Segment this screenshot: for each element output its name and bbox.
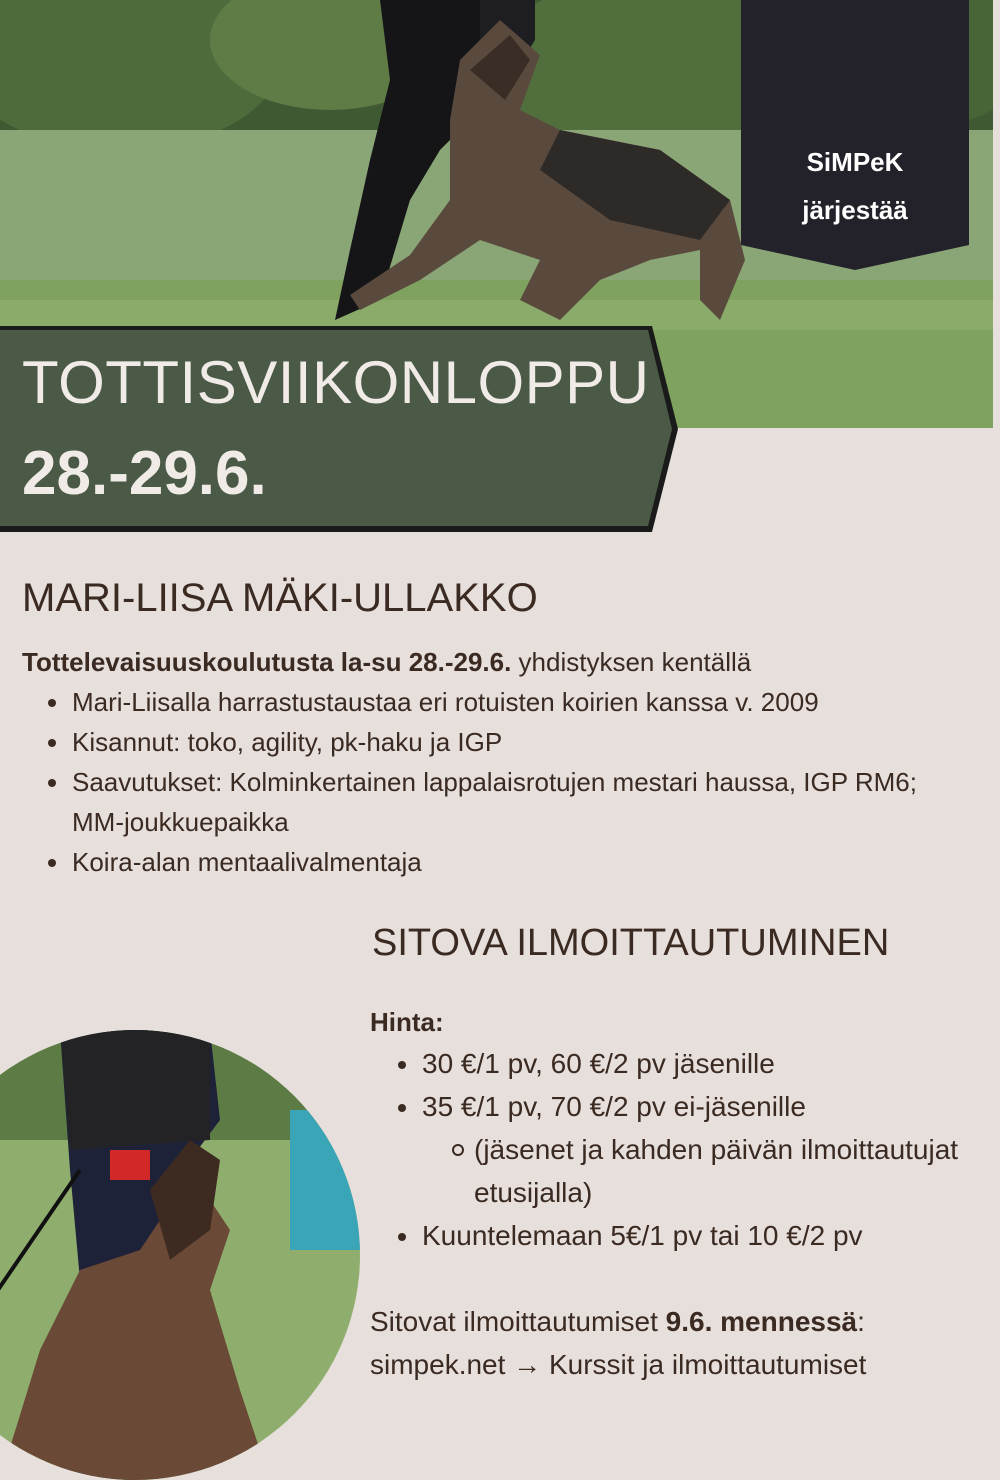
event-date: 28.-29.6. <box>22 439 267 508</box>
registration-heading: SITOVA ILMOITTAUTUMINEN <box>372 922 890 964</box>
badge-line-1: SiMPeK <box>806 147 904 177</box>
event-title: TOTTISVIIKONLOPPU <box>22 349 650 416</box>
price-label: Hinta: <box>370 1007 444 1037</box>
circle-photo-dog-training <box>0 1030 360 1480</box>
price-item-non-members: 35 €/1 pv, 70 €/2 pv ei-jäsenille <box>422 1085 1000 1128</box>
organizer-badge-text <box>741 138 969 234</box>
list-item: Saavutukset: Kolminkertainen lappalaisrotujen mestari haussa, IGP RM6; MM-joukkuepaikka <box>72 762 972 842</box>
deadline-text: Sitovat ilmoittautumiset <box>370 1306 666 1337</box>
list-item: Kisannut: toko, agility, pk-haku ja IGP <box>72 722 972 762</box>
list-item: Koira-alan mentaalivalmentaja <box>72 842 972 882</box>
price-sub-note: (jäsenet ja kahden päivän ilmoittautujat etusijalla) <box>422 1128 1000 1214</box>
registration-link[interactable]: simpek.net → Kurssit ja ilmoittautumiset <box>370 1349 867 1380</box>
trainer-intro <box>22 644 751 680</box>
list-item: Mari-Liisalla harrastustaustaa eri rotuisten koirien kanssa v. 2009 <box>72 682 972 722</box>
deadline-colon: : <box>857 1306 865 1337</box>
price-item-listeners: Kuuntelemaan 5€/1 pv tai 10 €/2 pv <box>422 1214 1000 1257</box>
trainer-name: MARI-LIISA MÄKI-ULLAKKO <box>22 576 538 620</box>
price-item-members: 30 €/1 pv, 60 €/2 pv jäsenille <box>422 1042 1000 1085</box>
trainer-intro-bold: Tottelevaisuuskoulutusta la-su 28.-29.6. <box>22 647 512 677</box>
trainer-bullet-list <box>22 682 972 882</box>
deadline-date: 9.6. mennessä <box>665 1306 858 1337</box>
price-list <box>370 1042 1000 1257</box>
organizer-badge <box>741 0 969 270</box>
badge-line-2: järjestää <box>802 195 908 225</box>
registration-deadline <box>370 1300 866 1386</box>
trainer-intro-rest: yhdistyksen kentällä <box>511 647 752 677</box>
